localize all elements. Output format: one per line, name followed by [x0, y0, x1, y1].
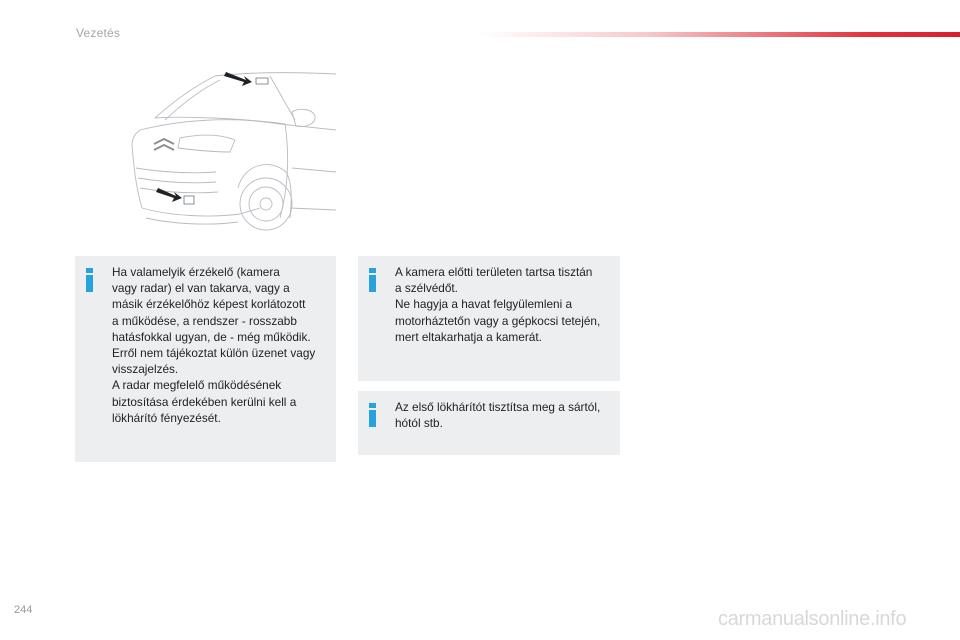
arrow-to-radar [156, 188, 182, 202]
info-note-text: Ha valamelyik érzékelő (kamera vagy radar) el van takarva, vagy a másik érzékelőhöz képest korlátozott a működése, a rendszer - rosszabb hatásfokkal ugyan, de - még működik. Erről nem tájékoztat külön üzenet vagy visszajelzés. A radar megfelelő működésének biztosítása érdekében kerülni kell a lökhárító fényezését. [112, 265, 316, 425]
info-icon [85, 268, 94, 292]
info-note-bumper [358, 391, 620, 455]
section-title: Vezetés [76, 26, 121, 40]
info-note-windscreen [358, 256, 620, 381]
header-accent-bar [478, 32, 960, 37]
car-front-sensors-illustration [120, 68, 338, 246]
info-note-sensor-obstruction [75, 256, 336, 462]
info-note-text: Az első lökhárítót tisztítsa meg a sártól, hótól stb. [395, 400, 601, 431]
info-icon [368, 268, 377, 292]
info-icon [368, 403, 377, 427]
page-number: 244 [14, 604, 33, 616]
info-note-text: A kamera előtti területen tartsa tisztán a szélvédőt. Ne hagyja a havat felgyülemleni a motorháztetőn vagy a gépkocsi tetején, mert eltakarhatja a kamerát. [395, 265, 601, 344]
watermark: carmanualsonline.info [718, 608, 907, 630]
